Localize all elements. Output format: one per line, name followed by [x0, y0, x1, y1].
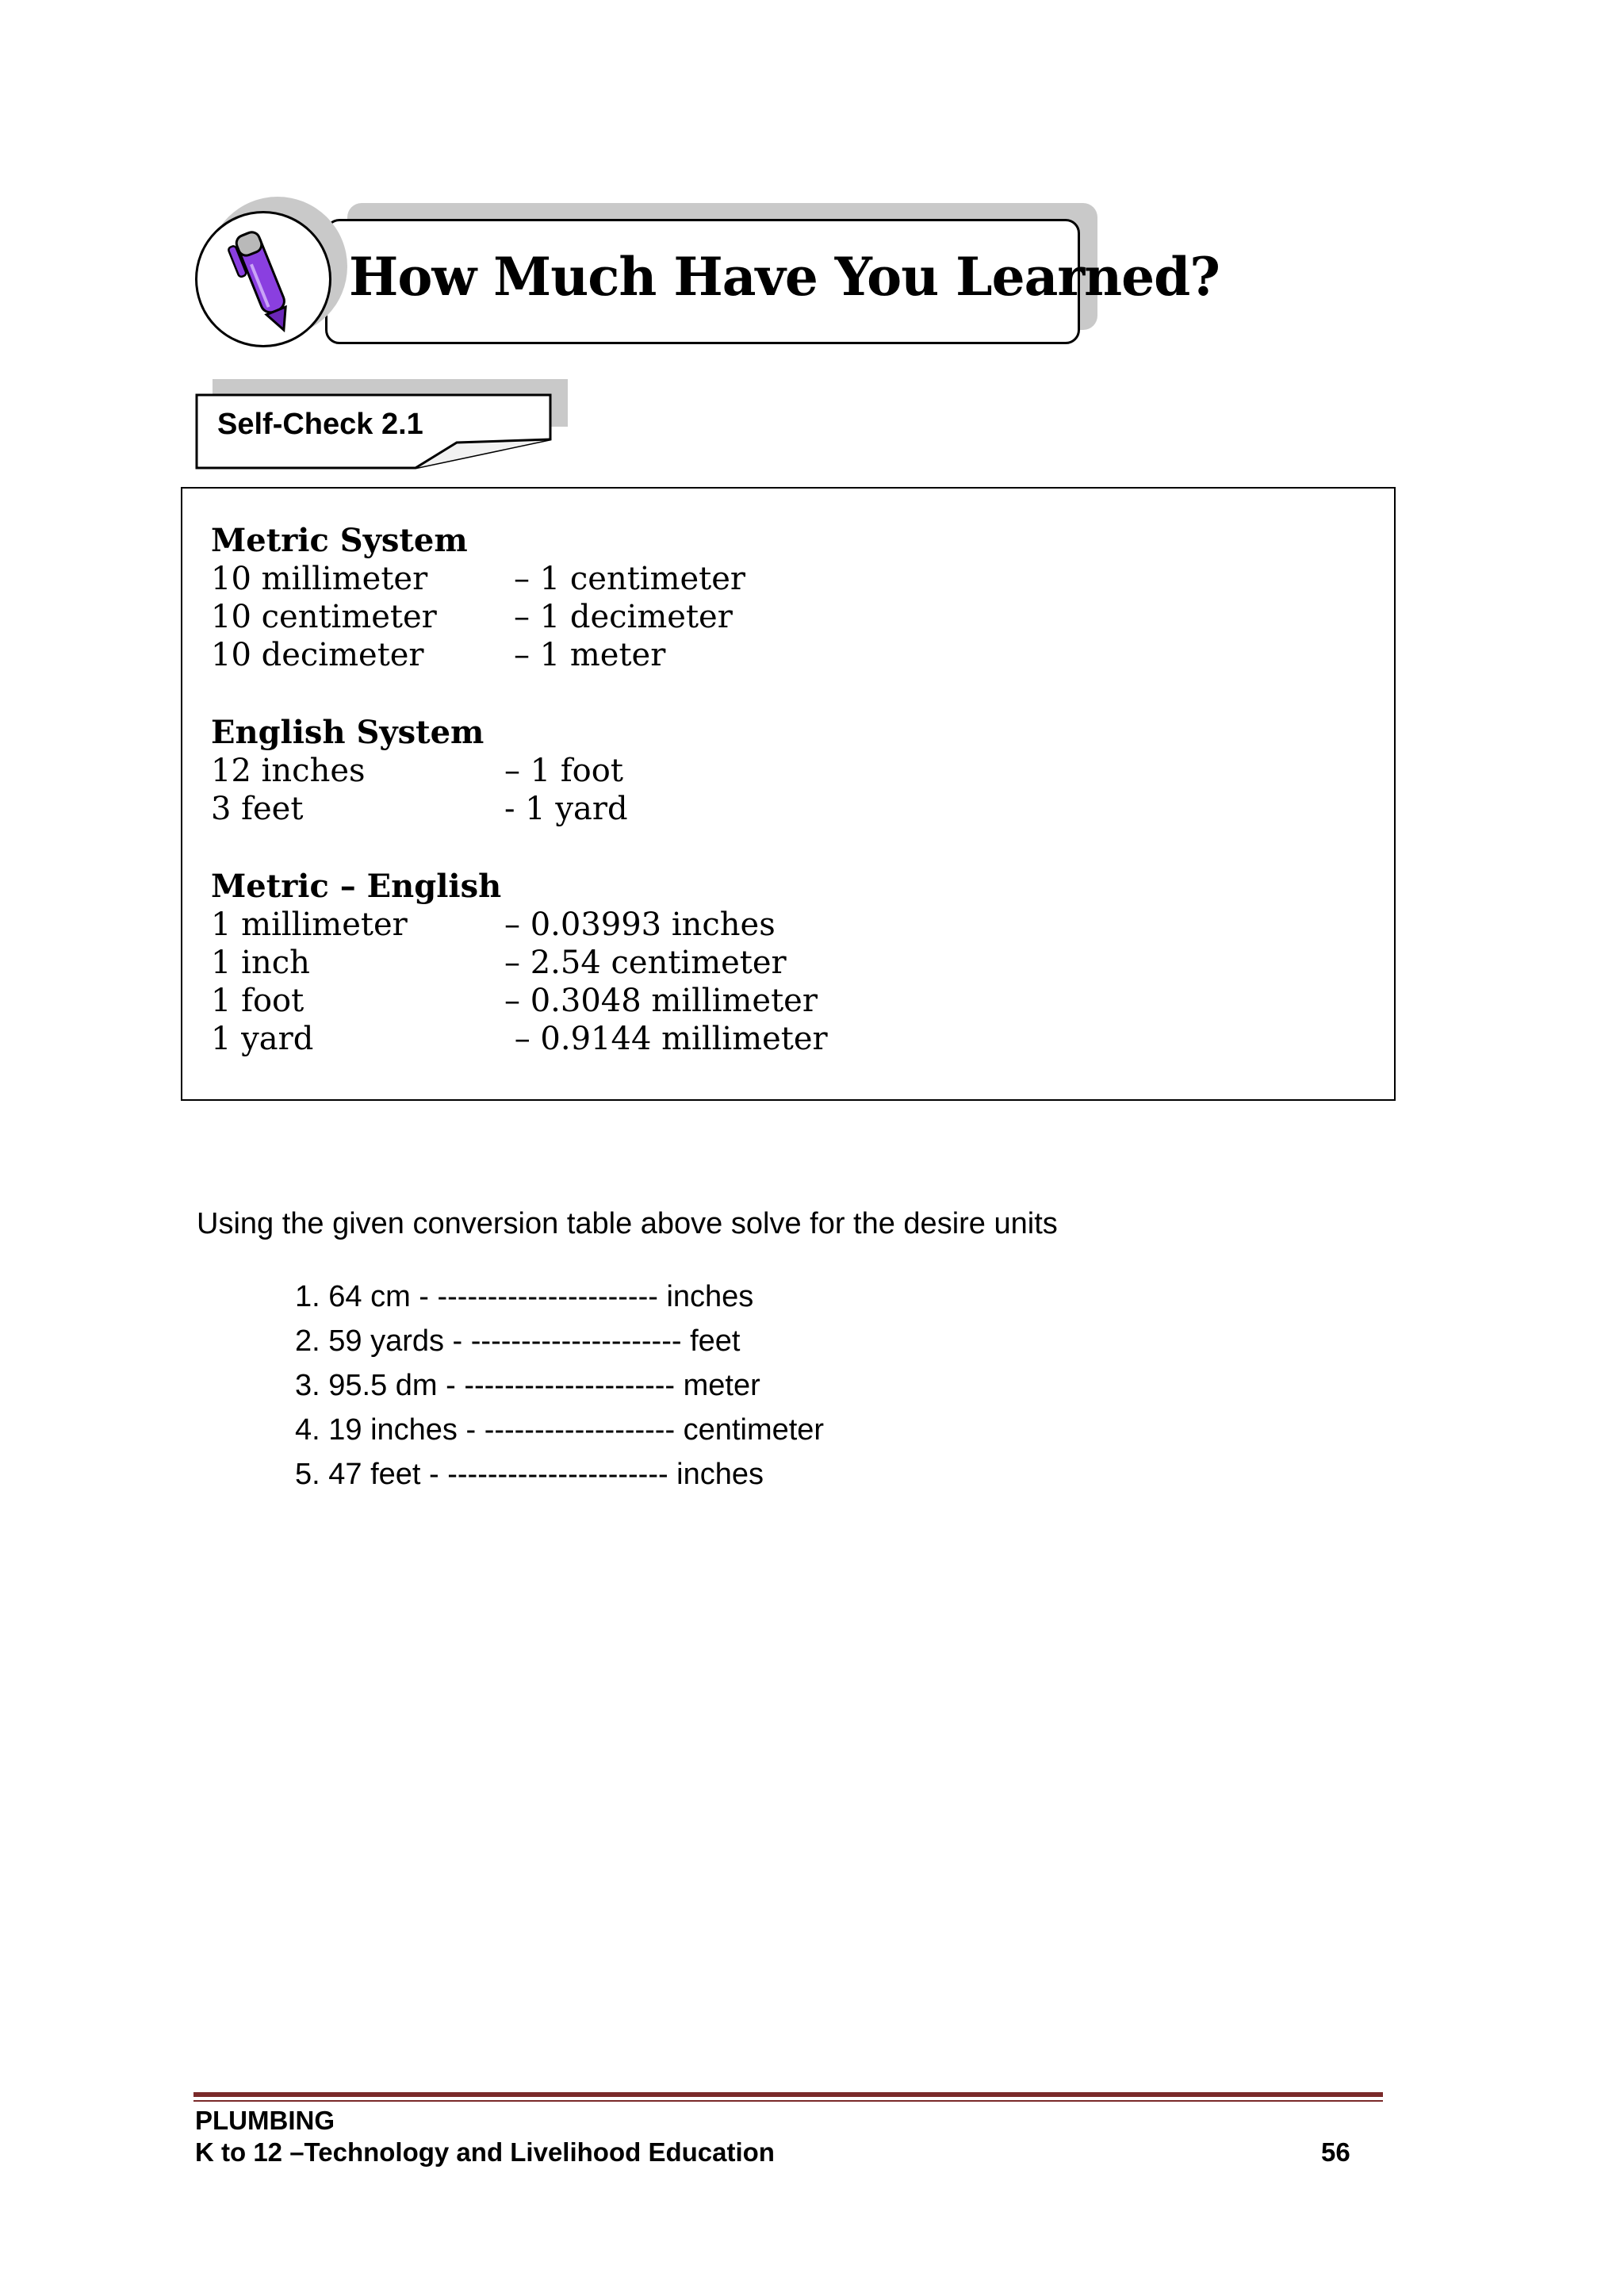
- footer-course: K to 12 –Technology and Livelihood Education: [195, 2137, 775, 2167]
- pen-icon: [195, 211, 331, 347]
- footer-rule: [193, 2092, 1383, 2097]
- metric-english-row-right: – 0.03993 inches: [504, 907, 776, 943]
- question-item: 3. 95.5 dm - --------------------- meter: [295, 1369, 760, 1402]
- metric-row-right: – 1 centimeter: [514, 561, 746, 597]
- metric-row-left: 10 millimeter: [211, 561, 428, 597]
- english-row-right: – 1 foot: [504, 753, 623, 789]
- page-title: How Much Have You Learned?: [349, 246, 1220, 308]
- self-check-label: Self-Check 2.1: [217, 408, 423, 441]
- metric-english-row-right: – 0.3048 millimeter: [504, 983, 818, 1019]
- english-system-heading: English System: [211, 714, 485, 751]
- footer-subject: PLUMBING: [195, 2106, 335, 2135]
- metric-system-heading: Metric System: [211, 522, 468, 559]
- metric-english-row-left: 1 foot: [211, 983, 304, 1019]
- metric-english-row-left: 1 inch: [211, 945, 310, 981]
- instruction-text: Using the given conversion table above solve for the desire units: [197, 1207, 1058, 1240]
- question-item: 4. 19 inches - ------------------- centimeter: [295, 1413, 825, 1447]
- question-item: 5. 47 feet - ---------------------- inches: [295, 1458, 764, 1491]
- metric-english-heading: Metric – English: [211, 868, 502, 905]
- question-item: 1. 64 cm - ---------------------- inches: [295, 1280, 754, 1313]
- english-row-left: 12 inches: [211, 753, 366, 789]
- metric-english-row-right: – 2.54 centimeter: [504, 945, 787, 981]
- english-row-left: 3 feet: [211, 791, 304, 827]
- metric-english-row-right: – 0.9144 millimeter: [504, 1021, 828, 1057]
- footer-rule-thin: [193, 2100, 1383, 2102]
- english-row-right: - 1 yard: [504, 791, 628, 827]
- question-item: 2. 59 yards - --------------------- feet: [295, 1324, 741, 1358]
- metric-row-left: 10 decimeter: [211, 637, 424, 673]
- metric-english-row-left: 1 yard: [211, 1021, 314, 1057]
- metric-row-left: 10 centimeter: [211, 599, 437, 635]
- page-number: 56: [1321, 2137, 1350, 2167]
- metric-english-row-left: 1 millimeter: [211, 907, 408, 943]
- metric-row-right: – 1 decimeter: [514, 599, 733, 635]
- metric-row-right: – 1 meter: [514, 637, 666, 673]
